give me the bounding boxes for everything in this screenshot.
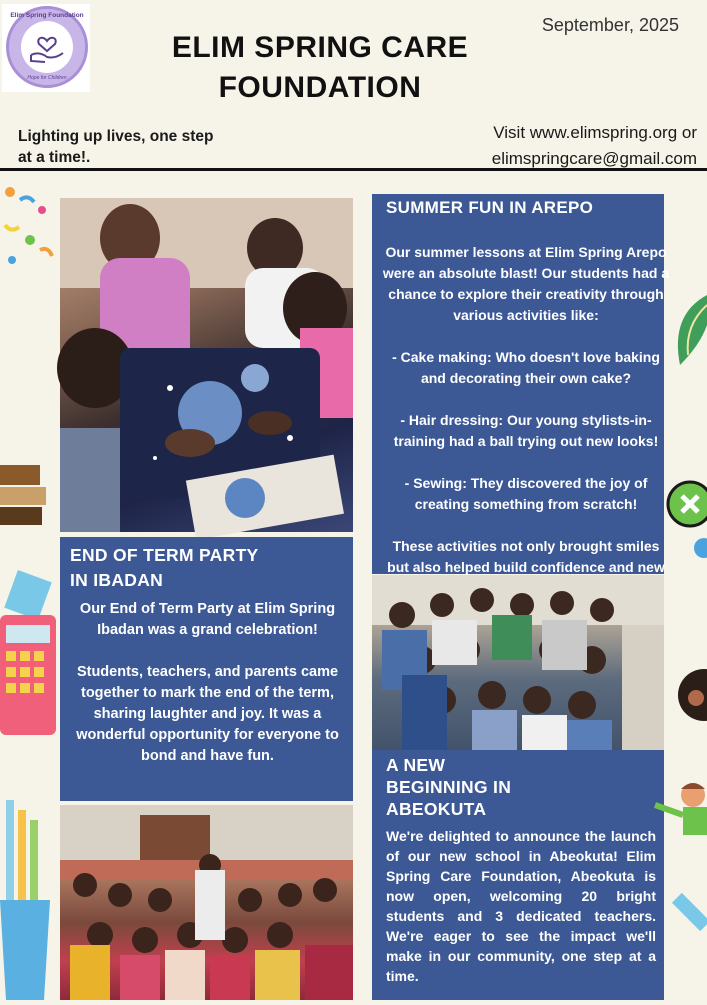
calculator-decoration-icon <box>0 575 58 745</box>
summer-fun-panel <box>372 194 670 575</box>
photo-party-celebration-art <box>60 805 353 1000</box>
books-decoration-icon <box>0 455 58 545</box>
summer-paragraph: - Cake making: Who doesn't love baking and decorating their own cake? <box>392 349 660 386</box>
summer-body <box>380 242 672 599</box>
title-line-1: ELIM SPRING CARE <box>171 31 469 64</box>
abeokuta-heading-line-2: BEGINNING IN <box>386 777 512 797</box>
ruler-decoration-icon <box>665 895 707 955</box>
heart-hand-icon <box>21 21 73 73</box>
foundation-logo <box>2 4 90 92</box>
photo-students-puzzle-art <box>60 198 353 532</box>
photo-group-children <box>372 575 664 750</box>
photo-group-children-art <box>372 575 664 750</box>
logo-ring-text: Elim Spring Foundation <box>10 12 84 19</box>
character-decoration-icon <box>672 660 707 730</box>
logo-seal <box>6 6 88 88</box>
summer-paragraph: Our summer lessons at Elim Spring Arepo were an absolute blast! Our students had a chance to explore their creativity through various activities like: <box>382 244 670 323</box>
logo-center <box>21 21 73 73</box>
tagline-line-1: Lighting up lives, one step <box>18 128 214 145</box>
issue-date: September, 2025 <box>541 15 679 35</box>
party-heading-line-2: IN IBADAN <box>70 570 164 590</box>
tagline <box>18 126 278 168</box>
party-paragraph: Our End of Term Party at Elim Spring Ibadan was a grand celebration! <box>79 601 336 638</box>
abeokuta-heading-line-3: ABEOKUTA <box>386 799 487 819</box>
logo-motto: Hope for Children <box>27 75 67 81</box>
contact-line-2: elimspringcare@gmail.com <box>491 149 697 168</box>
abeokuta-heading <box>386 754 586 820</box>
photo-students-puzzle <box>60 198 353 532</box>
confetti-decoration-icon <box>0 180 58 280</box>
party-body <box>70 599 345 767</box>
abeokuta-heading-line-1: A NEW <box>386 755 446 775</box>
party-heading-line-1: END OF TERM PARTY <box>70 545 259 565</box>
header-divider <box>0 168 707 171</box>
summer-paragraph: - Hair dressing: Our young stylists-in-training had a ball trying out new looks! <box>393 412 659 449</box>
summer-paragraph: These activities not only brought smiles but also helped build confidence and new <box>387 538 665 575</box>
party-paragraph: Students, teachers, and parents came together to mark the end of the term, sharing laughter and joy. It was a wonderful opportunity for everyone to bond and have fun. <box>76 664 339 764</box>
summer-paragraph: - Sewing: They discovered the joy of creating something from scratch! <box>404 475 648 512</box>
title-line-2: FOUNDATION <box>218 71 422 104</box>
tagline-line-2: at a time!. <box>18 149 91 166</box>
abeokuta-body <box>386 826 656 986</box>
page-title <box>120 28 520 108</box>
photo-party-celebration <box>60 805 353 1000</box>
abeokuta-paragraph: We're delighted to announce the launch of our new school in Abeokuta! Elim Spring Care Foundation, Abeokuta is now open, welcoming 20 bright students and 3 dedicated teachers. We're eager to see the impact we'll make in our community, one step at a time. <box>386 828 656 984</box>
contact-info <box>417 120 697 172</box>
party-heading <box>70 543 290 593</box>
leaf-decoration-icon <box>670 285 707 375</box>
summer-heading: SUMMER FUN IN AREPO <box>386 198 594 217</box>
contact-line-1: Visit www.elimspring.org or <box>493 123 697 142</box>
end-of-term-panel <box>60 537 353 801</box>
pencil-cup-decoration-icon <box>0 800 58 1000</box>
abeokuta-panel <box>372 750 664 1000</box>
